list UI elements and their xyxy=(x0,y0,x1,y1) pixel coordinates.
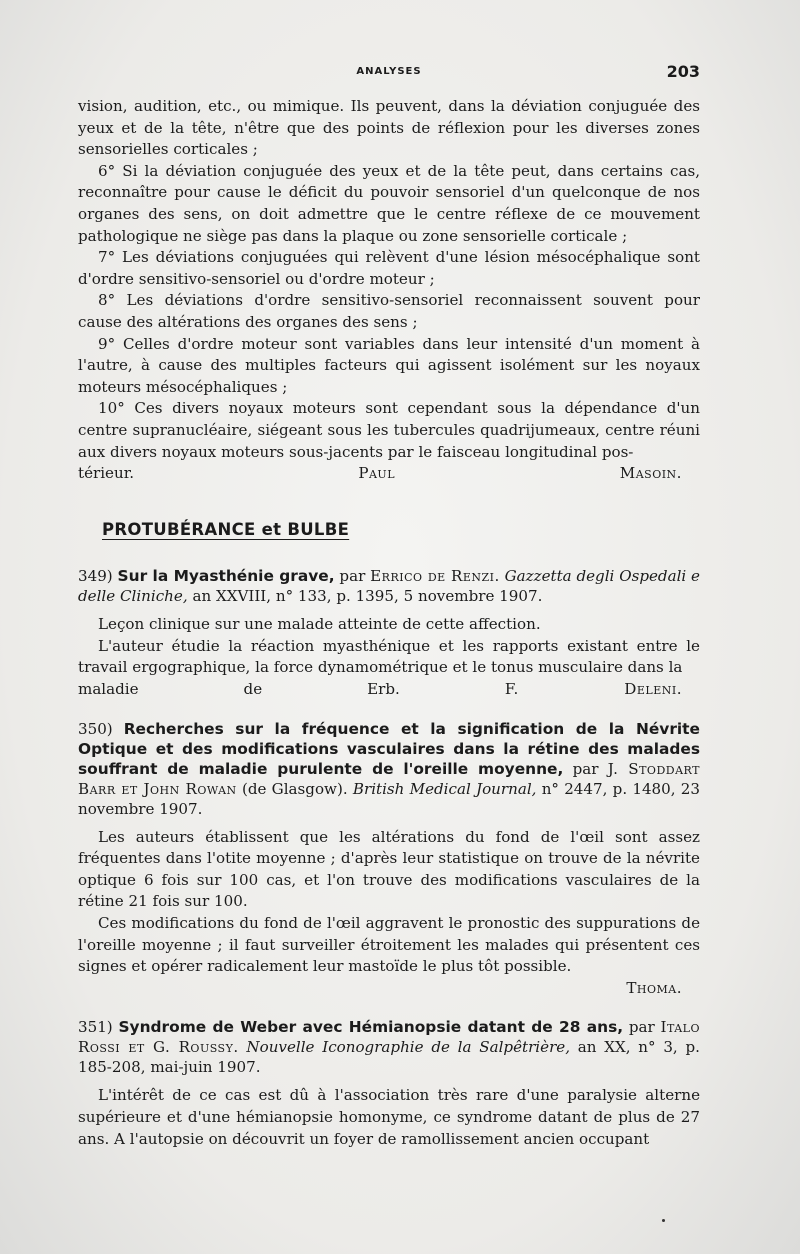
abstract-entry xyxy=(78,566,700,700)
page-header xyxy=(78,62,700,82)
signature: F. Deleni. xyxy=(504,680,682,699)
entry-paragraph: L'intérêt de ce cas est dû à l'association très rare d'une paralysie alterne supérieure et d'une hémianopsie homonyme, ce syndrome datant de plus de 27 ans. A l'autopsie on découvrit un foyer de ramollissement ancien occupant xyxy=(78,1086,700,1148)
intro-last-line xyxy=(78,463,700,485)
intro-paragraph: 10° Ces divers noyaux moteurs sont cependant sous la dépendance d'un centre supranucléaire, siégeant sous les tubercules quadrijumeaux, centre réuni aux divers noyaux moteurs sous-jacents par le faisceau longitudinal pos- xyxy=(78,399,700,461)
intro-paragraph: 9° Celles d'ordre moteur sont variables dans leur intensité d'un moment à l'autre, à cause des multiples facteurs qui agissent isolément sur les noyaux moteurs mésocéphaliques ; xyxy=(78,334,700,396)
entry-authors: Italo Rossi et G. Roussy. xyxy=(78,1018,700,1057)
intro-paragraph: 7° Les déviations conjuguées qui relèvent d'une lésion mésocéphalique sont d'ordre sensitivo-sensoriel ou d'ordre moteur ; xyxy=(78,248,700,288)
intro-paragraph: vision, audition, etc., ou mimique. Ils peuvent, dans la déviation conjuguée des yeux et de la tête, n'être que des points de réflexion pour les diverses zones sensorielles corticales ; xyxy=(78,97,700,159)
entry-heading xyxy=(78,566,700,606)
entry-journal: Gazzetta degli Ospedali e delle Cliniche, xyxy=(78,567,700,606)
entry-last-line xyxy=(78,679,700,701)
entry-number: 349) xyxy=(78,567,113,586)
section-title: PROTUBÉRANCE et BULBE xyxy=(102,519,350,539)
intro-paragraph: 6° Si la déviation conjuguée des yeux et de la tête peut, dans certains cas, reconnaître pour cause le déficit du pouvoir sensoriel d'un quelconque de nos organes des sens, on doit admettre que le centre réflexe de ce mouvement pathologique ne siège pas dans la plaque ou zone sensorielle corticale ; xyxy=(78,161,700,245)
running-head: ANALYSES xyxy=(356,66,422,77)
abstract-entry xyxy=(78,719,700,1000)
signature: Thoma. xyxy=(626,978,682,997)
signature: Paul Masoin. xyxy=(358,464,682,483)
entry-last-text: maladie de Erb. xyxy=(78,680,400,699)
entry-title: Syndrome de Weber avec Hémianopsie datant de 28 ans, xyxy=(118,1018,624,1037)
intro-paragraph: 8° Les déviations d'ordre sensitivo-sensoriel reconnaissent souvent pour cause des altérations des organes des sens ; xyxy=(78,291,700,331)
entry-paragraph: Les auteurs établissent que les altérations du fond de l'œil sont assez fréquentes dans l'otite moyenne ; d'après leur statistique on trouve de la névrite optique 6 fois sur 100 cas, et l'on trouve des modifications vasculaires de la rétine 21 fois sur 100. xyxy=(78,827,700,911)
entry-paragraph: Ces modifications du fond de l'œil aggravent le pronostic des suppurations de l'oreille moyenne ; il faut surveiller étroitement les malades qui présentent ces signes et opérer radicalement leur mastoïde le plus tôt possible. xyxy=(78,914,700,976)
entry-paragraph: L'auteur étudie la réaction myasthénique et les rapports existant entre le travail ergographique, la force dynamométrique et le tonus musculaire dans la xyxy=(78,636,700,677)
entry-citation: an XX, n° 3, p. 185-208, mai-juin 1907. xyxy=(78,1038,700,1077)
page-body xyxy=(78,96,700,1150)
entry-heading xyxy=(78,1017,700,1077)
entry-authors: J. Stoddart Barr et John Rowan xyxy=(78,759,700,798)
entry-authors: Errico de Renzi. xyxy=(370,567,500,586)
entry-number: 350) xyxy=(78,719,113,738)
entry-journal: Nouvelle Iconographie de la Salpêtrière, xyxy=(246,1038,571,1057)
intro-last-word: térieur. xyxy=(78,464,135,483)
entry-number: 351) xyxy=(78,1018,113,1037)
entry-location: (de Glasgow). xyxy=(241,779,348,798)
entry-by: par xyxy=(628,1018,655,1037)
entry-title: Sur la Myasthénie grave, xyxy=(117,567,335,586)
abstract-entry xyxy=(78,1017,700,1150)
entry-paragraph: Leçon clinique sur une malade atteinte de cette affection. xyxy=(98,615,541,634)
entry-citation: an XXVIII, n° 133, p. 1395, 5 novembre 1907. xyxy=(192,587,543,606)
signature-line xyxy=(78,978,700,1000)
entry-by: par xyxy=(339,567,366,586)
entry-heading xyxy=(78,719,700,819)
entry-by: par xyxy=(572,759,599,778)
entry-journal: British Medical Journal, xyxy=(352,779,537,798)
page-number: 203 xyxy=(666,62,700,81)
scan-speck xyxy=(662,1219,665,1222)
entry-citation: n° 2447, p. 1480, 23 novembre 1907. xyxy=(78,779,701,818)
entry-title: Recherches sur la fréquence et la signification de la Névrite Optique et des modifications vasculaires dans la rétine des malades souffrant de maladie purulente de l'oreille moyenne, xyxy=(78,719,700,778)
